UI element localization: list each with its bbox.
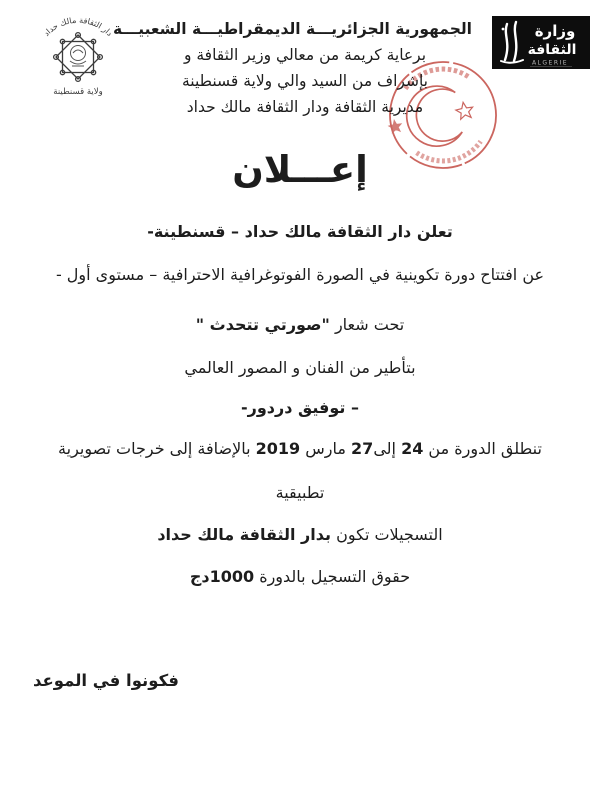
fee-amount: 1000دج xyxy=(189,567,255,586)
directorate-line: مديرية الثقافة ودار الثقافة مالك حداد xyxy=(186,98,424,116)
registration-line: التسجيلات تكون بدار الثقافة مالك حداد xyxy=(157,525,443,544)
course-line: عن افتتاح دورة تكوينية في الصورة الفوتوغرافية الاحترافية – مستوى أول - xyxy=(55,265,545,284)
date-year: 2019 xyxy=(255,439,301,458)
slogan-text: "صورتي تتحدث " xyxy=(195,315,330,334)
emblem-inner-sketch xyxy=(70,46,86,67)
announce-line: تعلن دار الثقافة مالك حداد – قسنطينة- xyxy=(147,222,453,241)
ministry-country: ALGERIE xyxy=(531,59,569,67)
slogan-line: تحت شعار "صورتي تتحدث " xyxy=(195,315,405,334)
emblem-bottom-text: ولاية قسنطينة xyxy=(53,87,103,97)
emblem-arc-text: دار الثقافة مالك حداد xyxy=(41,15,115,38)
patronage-line: برعاية كريمة من معالي وزير الثقافة و xyxy=(183,46,427,64)
date-start: 24 xyxy=(401,439,424,458)
date-line: تنطلق الدورة من 24 إلى27 مارس 2019 بالإضافة إلى خرجات تصويرية xyxy=(58,439,542,458)
stamp-ring-text-top xyxy=(403,64,469,89)
ministry-word1: وزارة xyxy=(534,22,576,40)
announcement-title: إعـــلان xyxy=(232,148,368,191)
fee-line: حقوق التسجيل بالدورة 1000دج xyxy=(189,567,411,586)
framing-line: بتأطير من الفنان و المصور العالمي xyxy=(184,358,416,377)
date-continuation-line: تطبيقية xyxy=(275,483,325,502)
eight-point-star xyxy=(54,33,103,82)
registration-place: بدار الثقافة مالك حداد xyxy=(157,525,331,544)
artist-name-line: – توفيق دردور- xyxy=(240,398,360,417)
official-stamp xyxy=(363,52,535,178)
stamp-star-icon xyxy=(455,101,475,120)
crescent-icon xyxy=(402,83,464,151)
supervision-line: بإشراف من السيد والي ولاية قسنطينة xyxy=(181,72,429,90)
republic-line: الجمهورية الجزائريـــة الديمقراطيـــة الشعبيـــة xyxy=(112,20,472,38)
ministry-word2: الثقافة xyxy=(527,42,577,58)
closing-line: فكونوا في الموعد xyxy=(33,671,179,690)
date-end: 27 xyxy=(351,439,374,458)
